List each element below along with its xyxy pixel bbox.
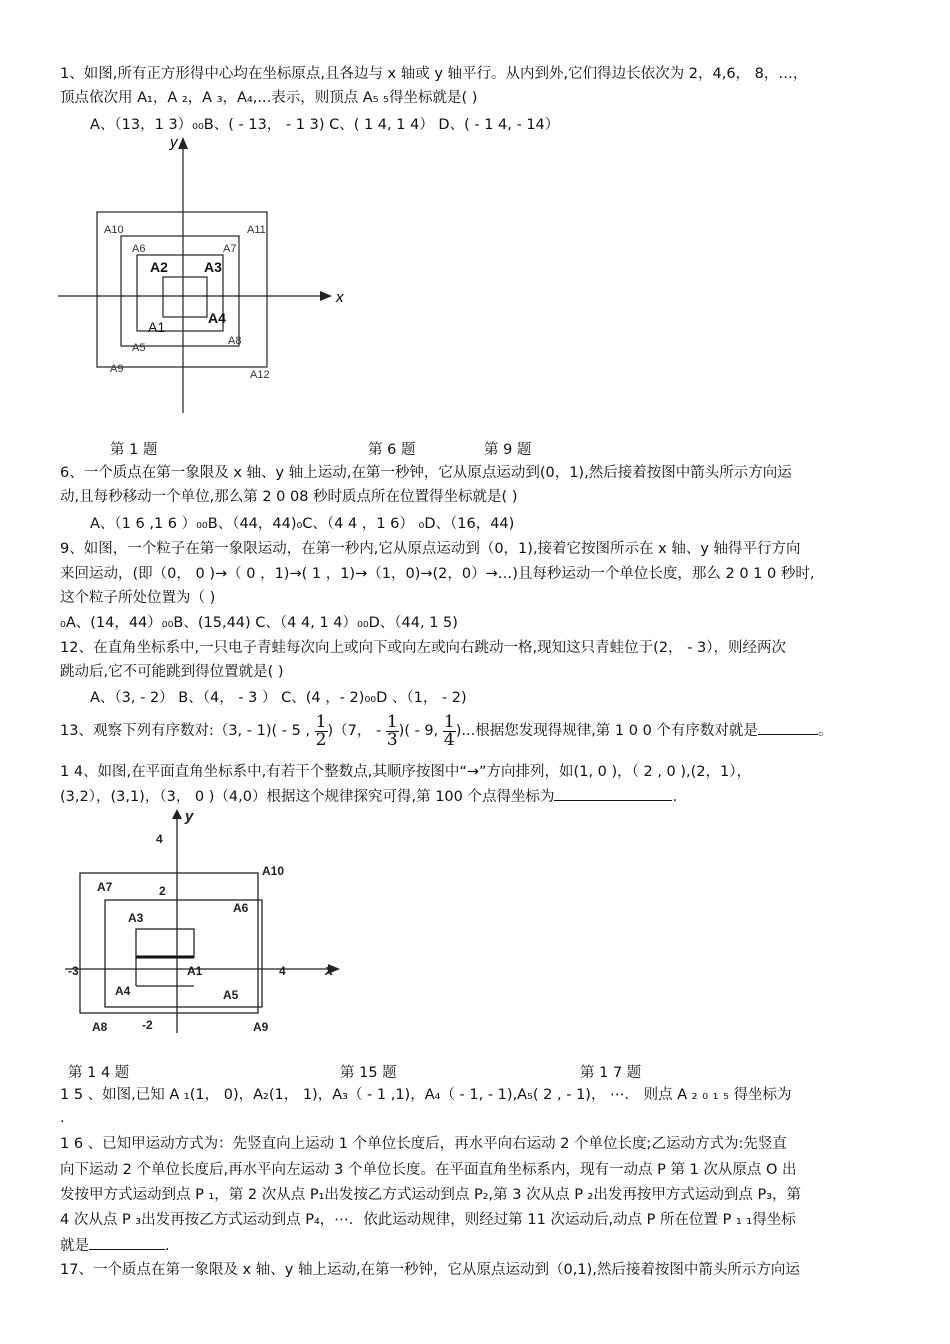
q17-text-line1: 17、一个质点在第一象限及 x 轴、y 轴上运动,在第一秒钟，它从原点运动到（0,1),然后接着按图中箭头所示方向运 — [60, 1262, 800, 1278]
label-A8: A8 — [228, 335, 242, 347]
tick-neg2-y: -2 — [142, 1018, 153, 1032]
label-A10: A10 — [262, 864, 285, 878]
label-A6: A6 — [132, 243, 146, 255]
q12-text-line2: 跳动后,它不可能跳到得位置就是( ) — [60, 664, 284, 680]
tick-neg3-x: -3 — [68, 964, 79, 978]
q16-text-line4: 4 次从点 P ₃出发再按乙方式运动到点 P₄，⋯．依此运动规律，则经过第 11 次运动后,动点 P 所在位置 P ₁ ₁得坐标 — [60, 1212, 796, 1228]
q16-text-line5 — [60, 1235, 170, 1256]
q15-text-line2: . — [60, 1110, 65, 1126]
q9-text-line1: 9、如图，一个粒子在第一象限运动，在第一秒内,它从原点运动到（0，1),接着它按图所示在 x 轴、y 轴得平行方向 — [60, 541, 801, 557]
q9-options: ₀A、(14，44）₀₀B、(15,44) C、（4 4, 1 4）₀₀D、（44, 1 5) — [60, 615, 458, 631]
q1-options: A、（13，1 3）₀₀B、( - 13， - 1 3) C、( 1 4, 1 4） D、( - 1 4, - 14） — [90, 117, 560, 133]
q13-text — [60, 712, 832, 750]
fraction-1-4 — [443, 711, 456, 750]
label-A3: A3 — [204, 259, 222, 275]
figure-nested-squares — [50, 135, 350, 420]
fraction-den: 4 — [443, 729, 455, 750]
fraction-num: 1 — [443, 711, 455, 732]
q14-line2-text: (3,2），(3,1)，（3， 0 )（4,0）根据这个规律探究可得,第 100 个点得坐标为 — [60, 789, 555, 805]
label-A4: A4 — [115, 984, 131, 998]
label-A8: A8 — [92, 1020, 108, 1034]
label-A1: A1 — [148, 319, 166, 335]
q12-text-line1: 12、在直角坐标系中,一只电子青蛙每次向上或向下或向左或向右跳动一格,现知这只青蛙位于(2， - 3），则经两次 — [60, 640, 786, 656]
q1-text-line1: 1、如图,所有正方形得中心均在坐标原点,且各边与 x 轴或 y 轴平行。从内到外,它们得边长依次为 2，4,6， 8，…， — [60, 66, 808, 82]
q16-text-line1: 1 6 、已知甲运动方式为：先竖直向上运动 1 个单位长度后，再水平向右运动 2 个单位长度;乙运动方式为:先竖直 — [60, 1136, 787, 1152]
q13-part-d: )...根据您发现得规律,第 1 0 0 个有序数对就是 — [455, 723, 758, 739]
label-A6: A6 — [233, 901, 249, 915]
caption-q1: 第 1 题 — [110, 442, 158, 458]
figure-rectangles — [60, 805, 360, 1045]
square-1 — [163, 277, 207, 317]
fraction-num: 1 — [386, 711, 398, 732]
q6-text-line2: 动,且每秒移动一个单位,那么第 2 0 08 秒时质点所在位置得坐标就是( ) — [60, 489, 518, 505]
q9-text-line2: 来回运动，(即（0， 0 )→（ 0 ，1)→( 1 ，1)→（1，0)→(2，0）→…)且每秒运动一个单位长度，那么 2 0 1 0 秒时, — [60, 566, 815, 582]
fraction-den: 2 — [315, 729, 327, 750]
caption-q15: 第 15 题 — [340, 1065, 397, 1081]
fraction-den: 3 — [386, 729, 398, 750]
label-A12: A12 — [250, 369, 270, 381]
label-A4: A4 — [208, 310, 226, 326]
label-A7: A7 — [97, 880, 113, 894]
fraction-1-2 — [315, 711, 328, 750]
label-A9: A9 — [253, 1020, 269, 1034]
label-A2: A2 — [150, 259, 168, 275]
tick-2-y: 2 — [159, 884, 166, 898]
q1-text-line2: 顶点依次用 A₁，A ₂，A ₃，A₄,...表示，则顶点 A₅ ₅得坐标就是( ) — [60, 90, 478, 106]
label-A11: A11 — [247, 224, 266, 236]
answer-blank-q14[interactable] — [554, 786, 672, 801]
q13-part-c: )( - 9, — [398, 723, 439, 739]
caption-q9: 第 9 题 — [484, 442, 532, 458]
label-A3: A3 — [128, 911, 144, 925]
caption-q17: 第 1 7 题 — [580, 1065, 642, 1081]
label-A5: A5 — [132, 342, 146, 354]
q16-text-line2: 向下运动 2 个单位长度后,再水平向左运动 3 个单位长度。在平面直角坐标系内，现有一动点 P 第 1 次从原点 O 出 — [60, 1162, 797, 1178]
caption-q14: 第 1 4 题 — [68, 1065, 130, 1081]
label-A5: A5 — [223, 988, 239, 1002]
y-axis-label: y — [170, 135, 178, 151]
x-axis-arrow — [320, 291, 332, 301]
q13-part-a: 13、观察下列有序数对:（3, - 1)( - 5 , — [60, 723, 311, 739]
q14-text-line2 — [60, 786, 677, 807]
label-A1: A1 — [187, 964, 203, 978]
x-axis-label: x — [325, 962, 334, 979]
q15-text-line1: 1 5 、如图,已知 A ₁(1， 0)，A₂(1， 1)，A₃（ - 1 ,1)，A₄（ - 1, - 1),A₅( 2 , - 1)， ⋯． 则点 A ₂ ₀ ₁ ₅ 得坐标为 — [60, 1087, 792, 1103]
tick-4-x: 4 — [279, 964, 286, 978]
x-axis-label: x — [336, 289, 344, 306]
label-A7: A7 — [223, 243, 237, 255]
q14-line2-end: . — [672, 789, 678, 805]
label-A9: A9 — [110, 363, 124, 375]
caption-q6: 第 6 题 — [368, 442, 416, 458]
y-axis-arrow — [172, 809, 182, 819]
fraction-1-3 — [386, 711, 399, 750]
q13-end: 。 — [817, 723, 833, 739]
q6-options: A、（1 6 ,1 6 ）₀₀B、（44，44)₀C、（4 4 ，1 6） ₀D、（16，44) — [90, 516, 515, 532]
label-A10: A10 — [104, 224, 124, 236]
q9-text-line3: 这个粒子所处位置为（ ) — [60, 590, 216, 606]
q14-text-line1: 1 4、如图,在平面直角坐标系中,有若干个整数点,其顺序按图中“→”方向排列，如(1, 0 )，（ 2 , 0 ),(2，1）， — [60, 764, 752, 780]
rect-inner — [136, 929, 194, 957]
fraction-num: 1 — [315, 711, 327, 732]
answer-blank-q13[interactable] — [758, 720, 818, 735]
q6-text-line1: 6、一个质点在第一象限及 x 轴、y 轴上运动,在第一秒钟，它从原点运动到(0，1),然后接着按图中箭头所示方向运 — [60, 465, 792, 481]
q16-line5-text: 就是 — [60, 1238, 89, 1254]
tick-4-y: 4 — [156, 832, 163, 846]
y-axis-arrow — [178, 137, 188, 149]
q16-line5-end: . — [165, 1238, 170, 1254]
q13-part-b: )（7， - — [327, 723, 382, 739]
q12-options: A、（3, - 2） B、（4， - 3 ） C、(4 ，- 2)₀₀D 、（1， - 2) — [90, 690, 467, 706]
answer-blank-q16[interactable] — [89, 1235, 165, 1250]
q16-text-line3: 发按甲方式运动到点 P ₁，第 2 次从点 P₁出发按乙方式运动到点 P₂,第 3 次从点 P ₂出发再按甲方式运动到点 P₃，第 — [60, 1187, 802, 1203]
y-axis-label: y — [185, 808, 194, 825]
